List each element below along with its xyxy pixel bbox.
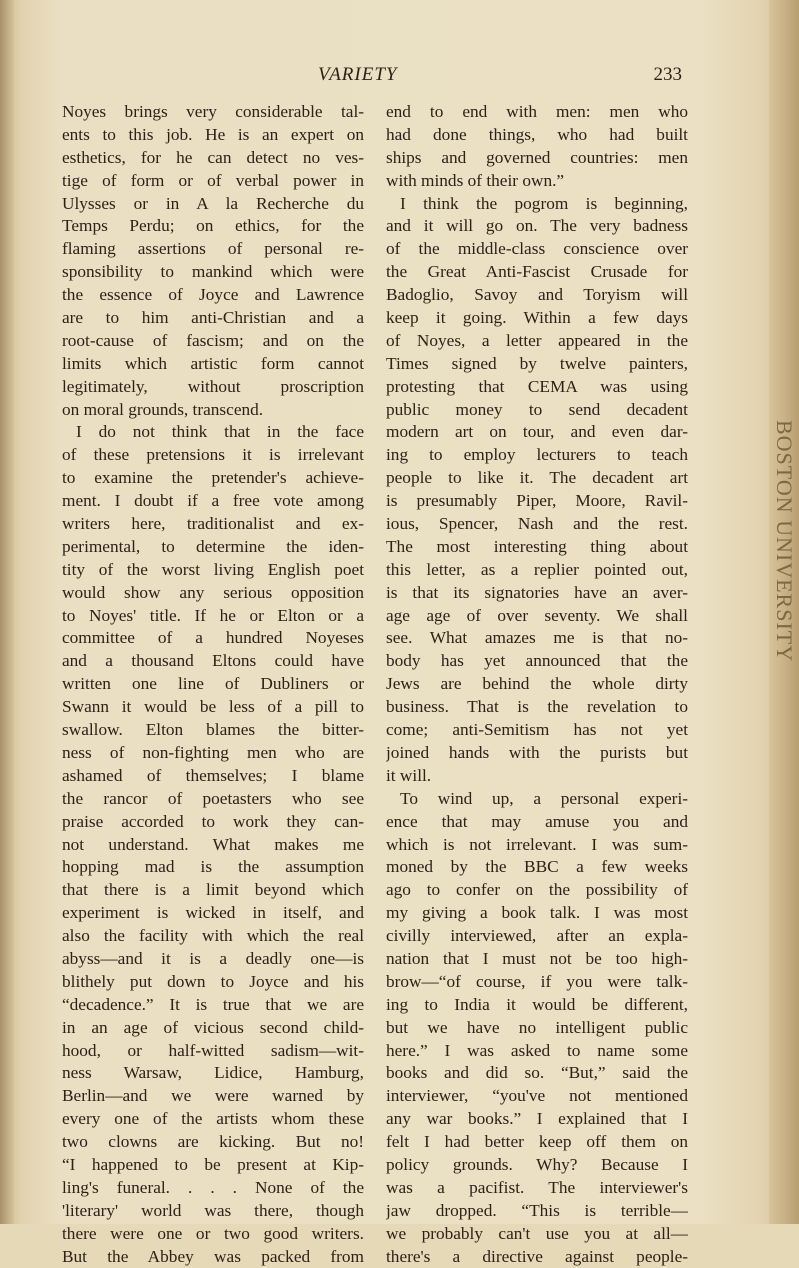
text-line: it will. bbox=[386, 765, 432, 785]
text-line: the essence of Joyce and Lawrence bbox=[62, 285, 364, 305]
text-line: praise accorded to work they can- bbox=[62, 811, 364, 831]
text-line: interviewer, “you've not mentioned bbox=[386, 1086, 688, 1106]
text-line: with minds of their own.” bbox=[386, 170, 565, 190]
text-line: policy grounds. Why? Because I bbox=[386, 1154, 688, 1174]
text-line: limits which artistic form cannot bbox=[62, 353, 364, 373]
text-line: tige of form or of verbal power in bbox=[62, 170, 364, 190]
text-line: and a thousand Eltons could have bbox=[62, 651, 364, 671]
text-line: any war books.” I explained that I bbox=[386, 1109, 688, 1129]
text-line: civilly interviewed, after an expla- bbox=[386, 926, 688, 946]
text-line: ious, Spencer, Nash and the rest. bbox=[386, 514, 688, 534]
text-line: but we have no intelligent public bbox=[386, 1017, 688, 1037]
text-line: every one of the artists whom these bbox=[62, 1109, 364, 1129]
text-line: the rancor of poetasters who see bbox=[62, 788, 364, 808]
text-line: my giving a book talk. I was most bbox=[386, 903, 688, 923]
text-line: keep it going. Within a few days bbox=[386, 308, 688, 328]
text-line: ents to this job. He is an expert on bbox=[62, 124, 364, 144]
text-line: jaw dropped. “This is terrible— bbox=[386, 1200, 688, 1220]
text-line: are to him anti-Christian and a bbox=[62, 308, 364, 328]
text-line: the Great Anti-Fascist Crusade for bbox=[386, 262, 688, 282]
text-line: “I happened to be present at Kip- bbox=[62, 1154, 364, 1174]
text-line: ing to India it would be different, bbox=[386, 994, 688, 1014]
text-line: joined hands with the purists but bbox=[386, 742, 688, 762]
library-spine-edge bbox=[769, 0, 799, 1224]
text-line: ashamed of themselves; I blame bbox=[62, 765, 364, 785]
text-line: felt I had better keep off them on bbox=[386, 1132, 688, 1152]
text-line: there's a directive against people- bbox=[386, 1246, 688, 1266]
text-line: and it will go on. The very badness bbox=[386, 216, 688, 236]
text-line: “decadence.” It is true that we are bbox=[62, 994, 364, 1014]
text-line: ness Warsaw, Lidice, Hamburg, bbox=[62, 1063, 364, 1083]
text-line: experiment is wicked in itself, and bbox=[62, 903, 364, 923]
text-line: modern art on tour, and even dar- bbox=[386, 422, 688, 442]
text-line: Swann it would be less of a pill to bbox=[62, 697, 364, 717]
text-line: perimental, to determine the iden- bbox=[62, 536, 364, 556]
running-head: VARIETY bbox=[318, 64, 398, 85]
text-line: public money to send decadent bbox=[386, 399, 688, 419]
text-line: swallow. Elton blames the bitter- bbox=[62, 720, 364, 740]
text-line: people to like it. The decadent art bbox=[386, 468, 688, 488]
text-column-left bbox=[62, 101, 364, 1268]
text-line: brow—“of course, if you were talk- bbox=[386, 971, 688, 991]
text-line: body has yet announced that the bbox=[386, 651, 688, 671]
text-line: to Noyes' title. If he or Elton or a bbox=[62, 605, 364, 625]
text-line: also the facility with which the real bbox=[62, 926, 364, 946]
text-line: 'literary' world was there, though bbox=[62, 1200, 364, 1220]
text-line: To wind up, a personal experi- bbox=[400, 788, 688, 808]
text-line: Noyes brings very considerable tal- bbox=[62, 102, 364, 121]
text-line: of Noyes, a letter appeared in the bbox=[386, 330, 688, 350]
text-line: ence that may amuse you and bbox=[386, 811, 688, 831]
page-number: 233 bbox=[653, 64, 682, 85]
text-line: books and did so. “But,” said the bbox=[386, 1063, 688, 1083]
text-line: end to end with men: men who bbox=[386, 102, 688, 121]
text-line: here.” I was asked to name some bbox=[386, 1040, 688, 1060]
text-line: abyss—and it is a deadly one—is bbox=[62, 948, 364, 968]
text-line: blithely put down to Joyce and his bbox=[62, 971, 364, 991]
text-line: we probably can't use you at all— bbox=[386, 1223, 688, 1243]
text-line: was a pacifist. The interviewer's bbox=[386, 1177, 688, 1197]
text-line: protesting that CEMA was using bbox=[386, 376, 688, 396]
text-line: moned by the BBC a few weeks bbox=[386, 857, 688, 877]
text-line: come; anti-Semitism has not yet bbox=[386, 720, 688, 740]
text-line: would show any serious opposition bbox=[62, 582, 364, 602]
text-line: ships and governed countries: men bbox=[386, 147, 688, 167]
text-line: hood, or half-witted sadism—wit- bbox=[62, 1040, 364, 1060]
text-line: root-cause of fascism; and on the bbox=[62, 330, 364, 350]
text-line: tity of the worst living English poet bbox=[62, 559, 364, 579]
text-line: in an age of vicious second child- bbox=[62, 1017, 364, 1037]
text-line: Jews are behind the whole dirty bbox=[386, 674, 688, 694]
text-line: ling's funeral. . . . None of the bbox=[62, 1177, 364, 1197]
text-line: which is not irrelevant. I was sum- bbox=[386, 834, 688, 854]
text-line: not understand. What makes me bbox=[62, 834, 364, 854]
text-line: business. That is the revelation to bbox=[386, 697, 688, 717]
text-line: I do not think that in the face bbox=[76, 422, 364, 442]
text-line: this letter, as a replier pointed out, bbox=[386, 559, 688, 579]
text-line: that there is a limit beyond which bbox=[62, 880, 364, 900]
text-column-right bbox=[386, 101, 688, 1268]
text-line: there were one or two good writers. bbox=[62, 1223, 364, 1243]
text-line: But the Abbey was packed from bbox=[62, 1246, 364, 1266]
text-line: legitimately, without proscription bbox=[62, 376, 364, 396]
text-line: Berlin—and we were warned by bbox=[62, 1086, 364, 1106]
text-line: Temps Perdu; on ethics, for the bbox=[62, 216, 364, 236]
page-binding-edge bbox=[0, 0, 14, 1224]
text-line: ago to confer on the possibility of bbox=[386, 880, 688, 900]
text-line: two clowns are kicking. But no! bbox=[62, 1132, 364, 1152]
text-line: sponsibility to mankind which were bbox=[62, 262, 364, 282]
page-header bbox=[62, 64, 682, 92]
text-line: committee of a hundred Noyeses bbox=[62, 628, 364, 648]
text-line: on moral grounds, transcend. bbox=[62, 399, 264, 419]
text-line: ing to employ lecturers to teach bbox=[386, 445, 688, 465]
text-line: is presumably Piper, Moore, Ravil- bbox=[386, 491, 688, 511]
text-line: of these pretensions it is irrelevant bbox=[62, 445, 364, 465]
text-line: hopping mad is the assumption bbox=[62, 857, 364, 877]
text-line: nation that I must not be too high- bbox=[386, 948, 688, 968]
text-line: esthetics, for he can detect no ves- bbox=[62, 147, 364, 167]
text-line: Ulysses or in A la Recherche du bbox=[62, 193, 364, 213]
text-line: see. What amazes me is that no- bbox=[386, 628, 688, 648]
text-line: flaming assertions of personal re- bbox=[62, 239, 364, 259]
text-line: is that its signatories have an aver- bbox=[386, 582, 688, 602]
text-line: writers here, traditionalist and ex- bbox=[62, 514, 364, 534]
library-stamp-text: BOSTON UNIVERSITY bbox=[772, 420, 797, 663]
text-line: to examine the pretender's achieve- bbox=[62, 468, 364, 488]
text-line: written one line of Dubliners or bbox=[62, 674, 364, 694]
text-line: ment. I doubt if a free vote among bbox=[62, 491, 364, 511]
text-line: Badoglio, Savoy and Toryism will bbox=[386, 285, 688, 305]
text-line: ness of non-fighting men who are bbox=[62, 742, 364, 762]
text-line: had done things, who had built bbox=[386, 124, 688, 144]
text-line: The most interesting thing about bbox=[386, 536, 688, 556]
text-line: Times signed by twelve painters, bbox=[386, 353, 688, 373]
text-line: I think the pogrom is beginning, bbox=[400, 193, 688, 213]
text-line: of the middle-class conscience over bbox=[386, 239, 688, 259]
text-line: age age of over seventy. We shall bbox=[386, 605, 688, 625]
